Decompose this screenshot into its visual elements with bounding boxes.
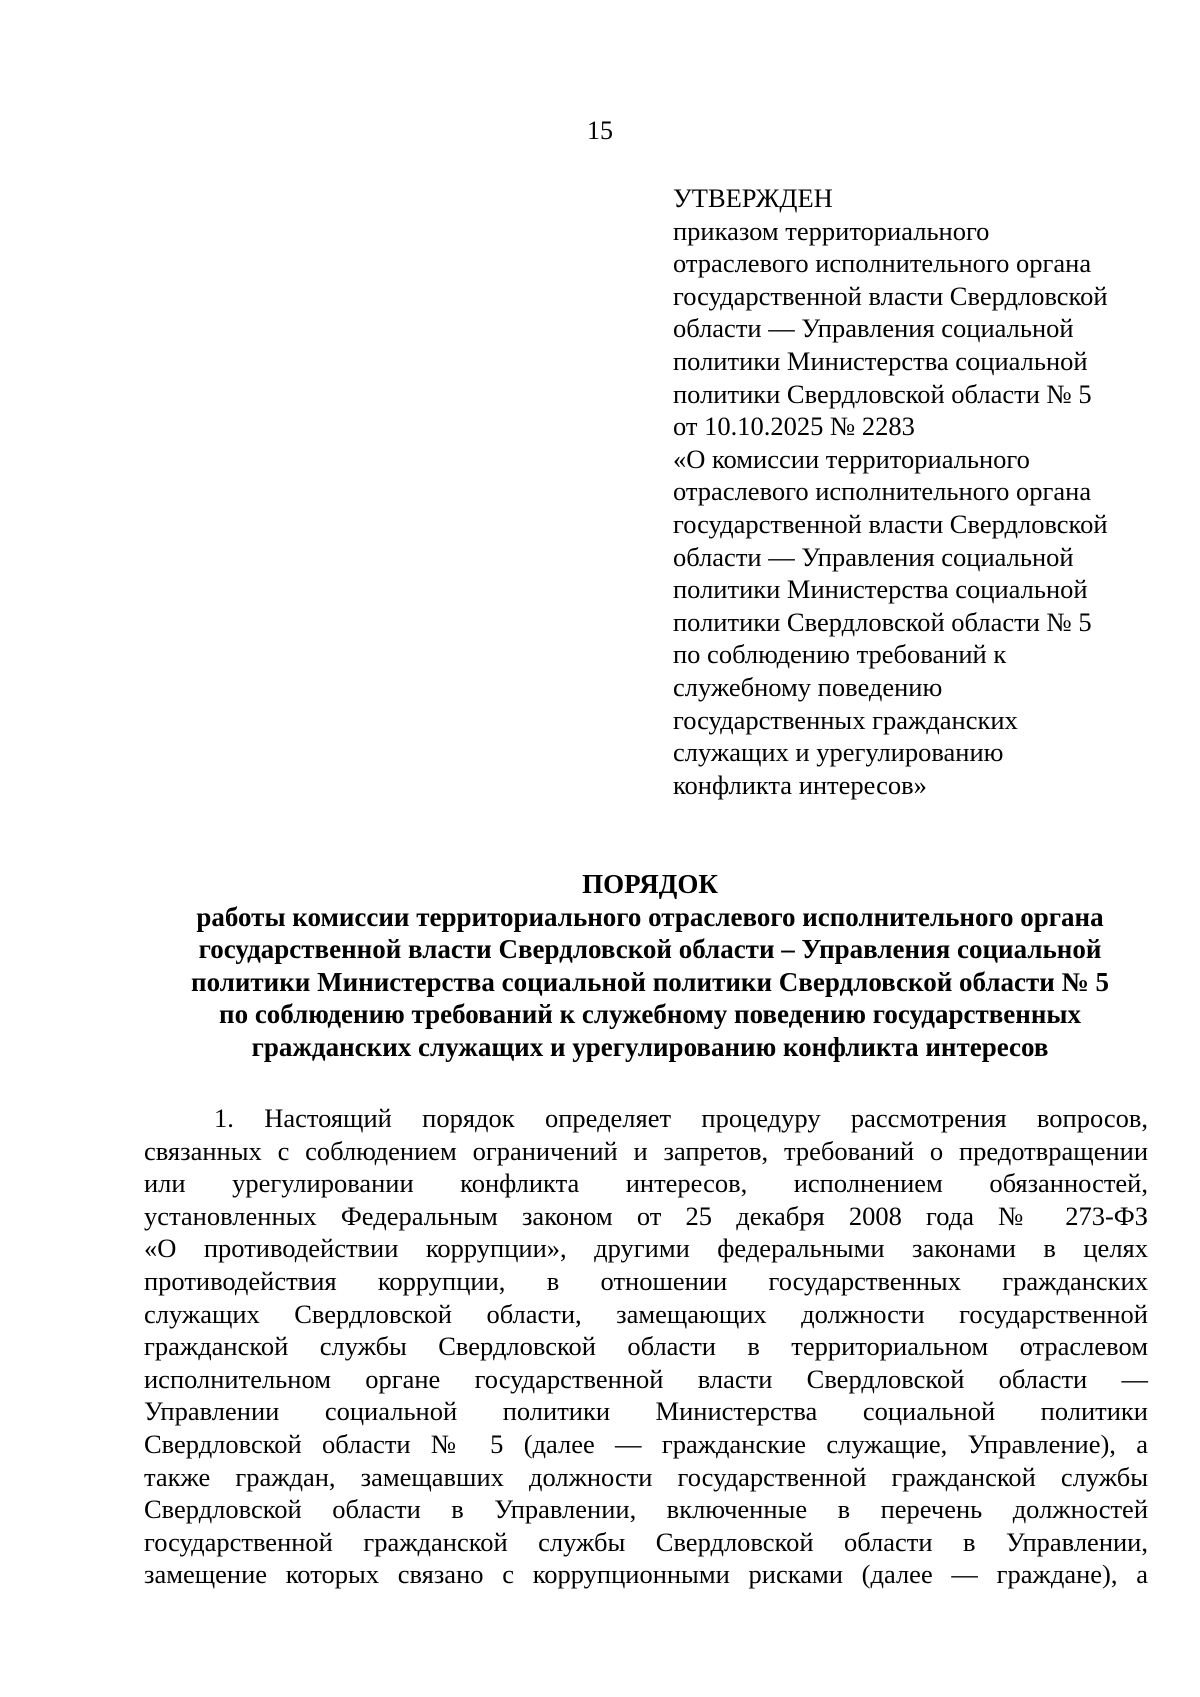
- approval-line: политики Свердловской области № 5: [673, 606, 1092, 637]
- body-line: замещение которых связано с коррупционными рисками (далее — граждане), а: [144, 1559, 1148, 1590]
- approval-line: отраслевого исполнительного органа: [673, 476, 1092, 507]
- body-line: установленных Федеральным законом от 25 декабря 2008 года № 273-ФЗ: [144, 1200, 1148, 1231]
- approval-line: конфликта интересов»: [673, 769, 927, 800]
- approval-line: политики Свердловской области № 5: [673, 378, 1092, 409]
- body-line: служащих Свердловской области, замещающих должности государственной: [144, 1298, 1148, 1329]
- body-line: Свердловской области в Управлении, включенные в перечень должностей: [144, 1494, 1148, 1525]
- title-line: гражданских служащих и урегулированию конфликта интересов: [251, 1031, 1049, 1062]
- page-number: 15: [587, 116, 613, 145]
- body-line: связанных с соблюдением ограничений и запретов, требований о предотвращении: [144, 1135, 1148, 1166]
- body-line: Управлении социальной политики Министерства социальной политики: [144, 1396, 1148, 1427]
- document-title: [120, 868, 1180, 1064]
- body-line: Свердловской области № 5 (далее — гражданские служащие, Управление), а: [144, 1428, 1148, 1459]
- approval-line: приказом территориального: [673, 215, 990, 246]
- approval-line: политики Министерства социальной: [673, 345, 1088, 376]
- body-line: исполнительном органе государственной власти Свердловской области —: [144, 1363, 1148, 1394]
- body-line: гражданской службы Свердловской области в территориальном отраслевом: [144, 1331, 1148, 1362]
- body-paragraph: [144, 1102, 1148, 1591]
- body-line: противодействия коррупции, в отношении государственных гражданских: [144, 1265, 1148, 1296]
- approval-line: государственных гражданских: [673, 704, 1018, 735]
- approval-line: отраслевого исполнительного органа: [673, 248, 1092, 279]
- approval-line: служебному поведению: [673, 671, 943, 702]
- title-line: государственной власти Свердловской области – Управления социальной: [198, 934, 1102, 965]
- approval-line: области — Управления социальной: [673, 313, 1074, 344]
- title-line: политики Министерства социальной политики Свердловской области № 5: [191, 966, 1109, 997]
- approval-line: политики Министерства социальной: [673, 574, 1088, 605]
- body-line: или урегулировании конфликта интересов, исполнением обязанностей,: [144, 1168, 1148, 1199]
- approval-block: [673, 182, 1153, 801]
- approval-line: по соблюдению требований к: [673, 639, 1007, 670]
- approval-line: «О комиссии территориального: [673, 443, 1030, 474]
- body-line: 1. Настоящий порядок определяет процедуру рассмотрения вопросов,: [214, 1103, 1148, 1133]
- title-line: работы комиссии территориального отраслевого исполнительного органа: [196, 901, 1104, 932]
- title-line: по соблюдению требований к служебному поведению государственных: [219, 999, 1081, 1030]
- approval-line: государственной власти Свердловской: [673, 508, 1108, 539]
- approval-line: области — Управления социальной: [673, 541, 1074, 572]
- approval-line: УТВЕРЖДЕН: [673, 183, 833, 213]
- title-heading: ПОРЯДОК: [582, 869, 718, 899]
- approval-line: служащих и урегулированию: [673, 737, 1004, 768]
- body-line: «О противодействии коррупции», другими федеральными законами в целях: [144, 1233, 1148, 1264]
- approval-line: государственной власти Свердловской: [673, 280, 1108, 311]
- approval-line: от 10.10.2025 № 2283: [673, 411, 915, 442]
- body-line: государственной гражданской службы Свердловской области в Управлении,: [144, 1526, 1148, 1557]
- body-line: также граждан, замещавших должности государственной гражданской службы: [144, 1461, 1148, 1492]
